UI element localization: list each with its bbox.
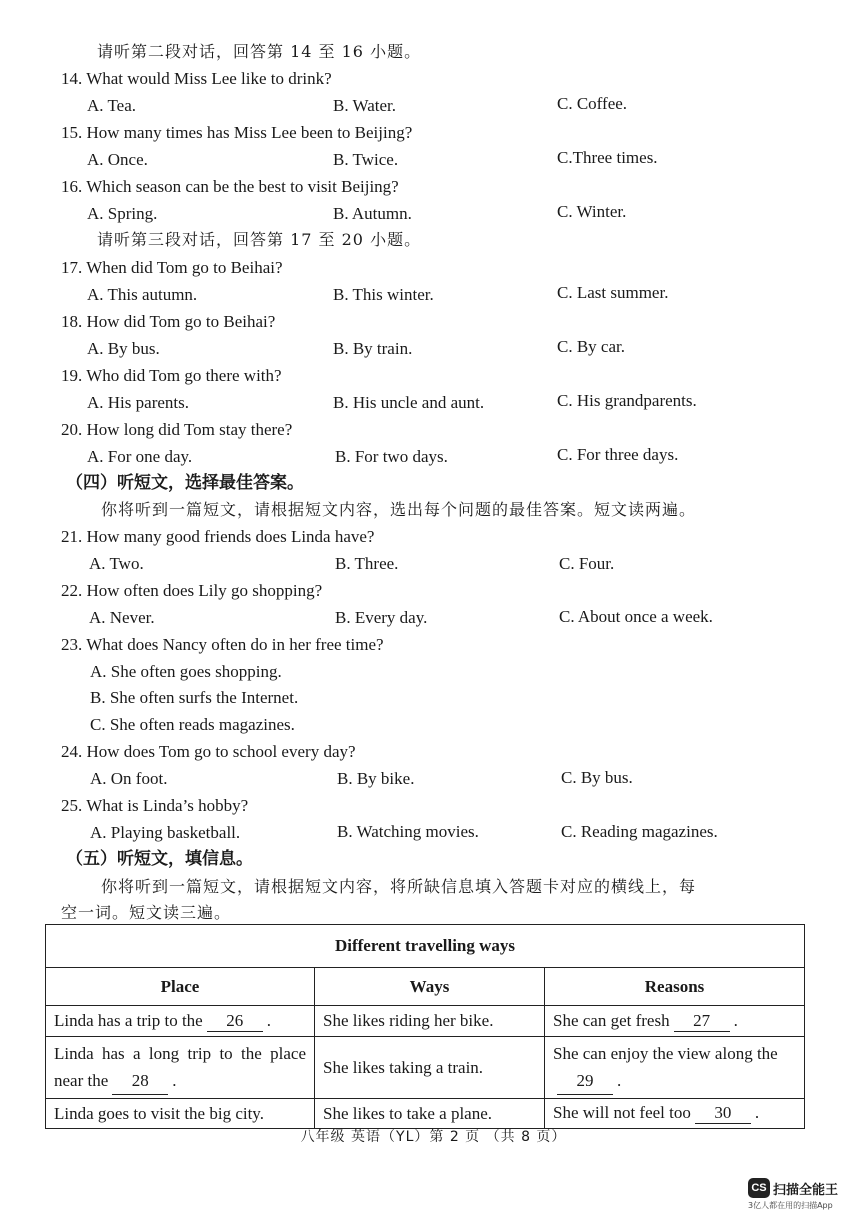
blank-30[interactable]: 30	[695, 1103, 751, 1124]
question-14-stem: 14. What would Miss Lee like to drink?	[61, 69, 332, 88]
question-17-stem: 17. When did Tom go to Beihai?	[61, 258, 283, 277]
row2-place	[46, 1037, 315, 1099]
question-23-option-b: B. She often surfs the Internet.	[90, 688, 299, 707]
question-22-option-a: A. Never.	[89, 608, 155, 627]
row2-place-end: .	[172, 1071, 177, 1090]
table-row	[46, 1099, 805, 1129]
question-15-option-b: B. Twice.	[333, 150, 399, 169]
question-16-option-c: C. Winter.	[557, 202, 627, 221]
section-4-instructions: 你将听到一篇短文，请根据短文内容，选出每个问题的最佳答案。短文读两遍。	[101, 500, 697, 519]
table-title: Different travelling ways	[46, 925, 805, 968]
question-14-option-b: B. Water.	[333, 96, 397, 115]
question-16-option-a: A. Spring.	[87, 204, 158, 223]
question-18-option-a: A. By bus.	[87, 339, 160, 358]
row1-reason-end: .	[733, 1010, 738, 1030]
question-20-stem: 20. How long did Tom stay there?	[61, 420, 293, 439]
row3-place: Linda goes to visit the big city.	[46, 1099, 315, 1129]
question-23-option-c: C. She often reads magazines.	[90, 715, 295, 734]
question-16-stem: 16. Which season can be the best to visit Beijing?	[61, 177, 399, 196]
question-21-option-c: C. Four.	[559, 554, 615, 573]
question-17-option-c: C. Last summer.	[557, 283, 669, 302]
row3-reason-end: .	[754, 1103, 760, 1122]
scanner-tagline: 3亿人都在用的扫描App	[748, 1201, 833, 1210]
row3-reason	[545, 1099, 805, 1129]
scanner-logo-icon: CS	[748, 1178, 770, 1198]
row1-place-text: Linda has a trip to the	[54, 1010, 203, 1030]
row1-ways: She likes riding her bike.	[315, 1006, 545, 1037]
question-18-stem: 18. How did Tom go to Beihai?	[61, 312, 276, 331]
row2-reason	[545, 1037, 805, 1099]
question-15-option-c: C.Three times.	[557, 148, 658, 167]
question-19-option-c: C. His grandparents.	[557, 391, 697, 410]
row1-place-end: .	[266, 1010, 271, 1030]
question-14-option-c: C. Coffee.	[557, 94, 628, 113]
question-18-option-c: C. By car.	[557, 337, 625, 356]
question-16-option-b: B. Autumn.	[333, 204, 412, 223]
question-22-option-b: B. Every day.	[335, 608, 428, 627]
question-20-option-a: A. For one day.	[87, 447, 193, 466]
question-21-option-b: B. Three.	[335, 554, 399, 573]
blank-26[interactable]: 26	[207, 1011, 263, 1032]
question-24-option-a: A. On foot.	[90, 769, 168, 788]
question-17-option-b: B. This winter.	[333, 285, 434, 304]
question-24-option-c: C. By bus.	[561, 768, 633, 787]
question-19-option-a: A. His parents.	[87, 393, 189, 412]
row2-reason-text: She can enjoy the view along the	[553, 1044, 778, 1063]
question-23-stem: 23. What does Nancy often do in her free time?	[61, 635, 384, 654]
row3-ways: She likes to take a plane.	[315, 1099, 545, 1129]
table-header-ways: Ways	[315, 968, 545, 1006]
question-25-stem: 25. What is Linda’s hobby?	[61, 796, 249, 815]
section-4-heading: （四）听短文，选择最佳答案。	[66, 473, 304, 493]
question-21-option-a: A. Two.	[89, 554, 144, 573]
question-24-option-b: B. By bike.	[337, 769, 415, 788]
row2-reason-end: .	[617, 1071, 622, 1090]
question-14-option-a: A. Tea.	[87, 96, 137, 115]
question-25-option-c: C. Reading magazines.	[561, 822, 718, 841]
question-19-stem: 19. Who did Tom go there with?	[61, 366, 282, 385]
blank-28[interactable]: 28	[112, 1067, 168, 1095]
question-25-option-b: B. Watching movies.	[337, 822, 479, 841]
page-footer: 八年级 英语（YL）第 2 页 （共 8 页）	[300, 1129, 567, 1145]
question-20-option-c: C. For three days.	[557, 445, 679, 464]
row2-place-text: Linda has a long trip to the place near the	[54, 1044, 306, 1090]
row1-reason-text: She can get fresh	[553, 1010, 670, 1030]
instruction-part2: 请听第二段对话，回答第 14 至 16 小题。	[97, 42, 422, 61]
question-25-option-a: A. Playing basketball.	[90, 823, 241, 842]
row1-reason	[545, 1006, 805, 1037]
question-21-stem: 21. How many good friends does Linda have?	[61, 527, 375, 546]
blank-27[interactable]: 27	[674, 1011, 730, 1032]
question-23-option-a: A. She often goes shopping.	[90, 662, 282, 681]
question-17-option-a: A. This autumn.	[87, 285, 198, 304]
question-22-stem: 22. How often does Lily go shopping?	[61, 581, 323, 600]
question-19-option-b: B. His uncle and aunt.	[333, 393, 485, 412]
blank-29[interactable]: 29	[557, 1067, 613, 1095]
question-24-stem: 24. How does Tom go to school every day?	[61, 742, 356, 761]
question-15-option-a: A. Once.	[87, 150, 148, 169]
section-5-instructions-line2: 空一词。短文读三遍。	[61, 903, 232, 922]
question-15-stem: 15. How many times has Miss Lee been to Beijing?	[61, 123, 413, 142]
question-22-option-c: C. About once a week.	[559, 607, 713, 626]
section-5-heading: （五）听短文，填信息。	[66, 849, 253, 869]
question-18-option-b: B. By train.	[333, 339, 413, 358]
table-row	[46, 1006, 805, 1037]
table-header-place: Place	[46, 968, 315, 1006]
instruction-part3: 请听第三段对话，回答第 17 至 20 小题。	[97, 230, 422, 249]
scanner-watermark	[748, 1178, 856, 1211]
row3-reason-text: She will not feel too	[553, 1103, 691, 1122]
row2-ways: She likes taking a train.	[315, 1037, 545, 1099]
scanner-app-name: 扫描全能王	[773, 1182, 839, 1198]
question-20-option-b: B. For two days.	[335, 447, 448, 466]
info-table	[45, 924, 805, 1129]
table-header-reasons: Reasons	[545, 968, 805, 1006]
table-row	[46, 1037, 805, 1099]
section-5-instructions-line1: 你将听到一篇短文，请根据短文内容，将所缺信息填入答题卡对应的横线上，每	[101, 877, 697, 896]
row1-place	[46, 1006, 315, 1037]
